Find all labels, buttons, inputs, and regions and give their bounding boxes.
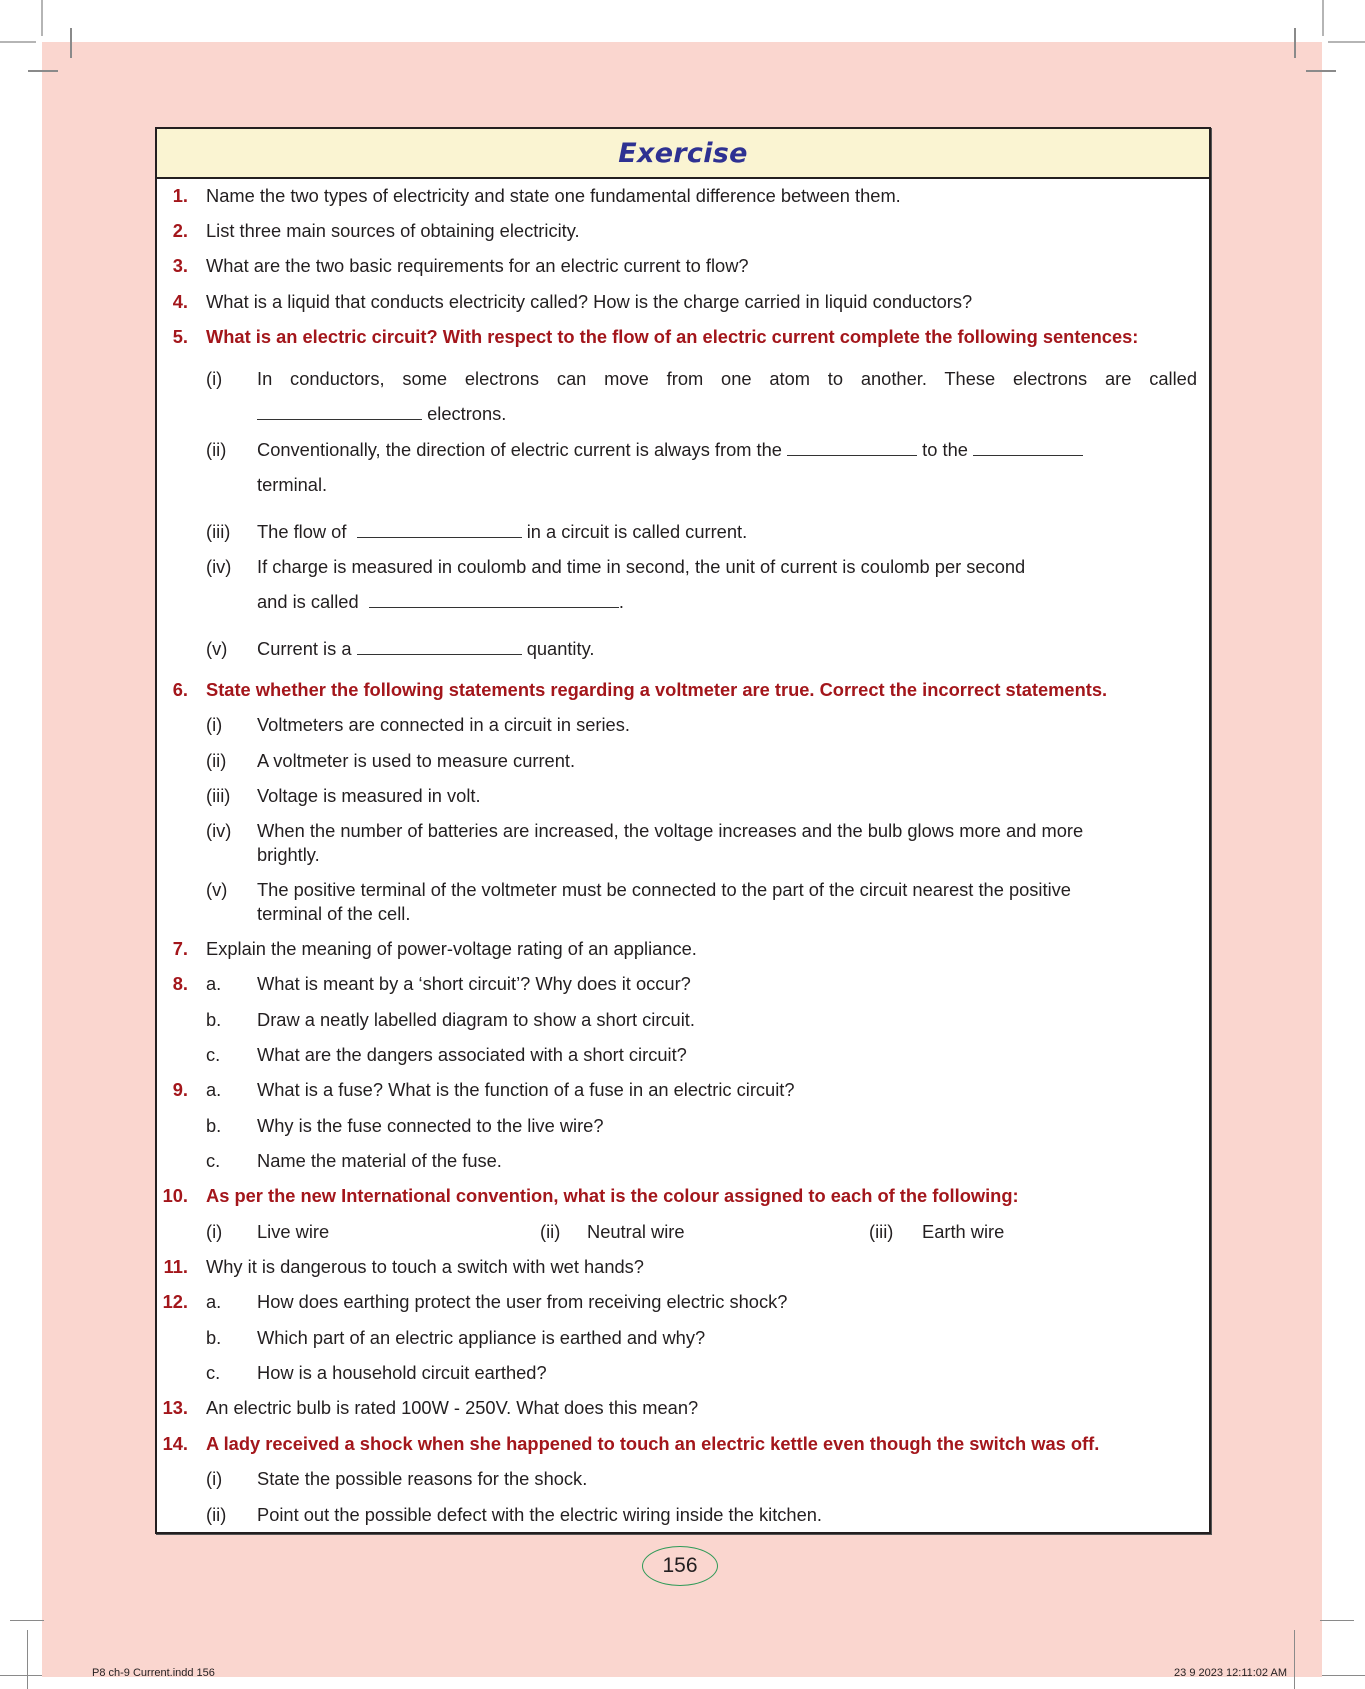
part-text: Draw a neatly labelled diagram to show a short circuit. [257,1009,695,1030]
exercise-title: Exercise [618,138,748,169]
part-label: b. [206,1115,222,1136]
question-number: 8. [172,973,188,994]
part-label: (ii) [206,1504,227,1525]
question-text: As per the new International convention, what is the colour assigned to each of the following: [206,1185,1019,1206]
crop-mark [28,70,58,72]
part-label: (ii) [540,1221,561,1242]
crop-mark [1322,1675,1365,1676]
part-label: (i) [206,1468,223,1489]
question-number: 6. [172,679,188,700]
crop-mark [0,41,36,43]
part-label: a. [206,973,222,994]
crop-mark [1306,70,1336,72]
part-text: What is meant by a ‘short circuit’? Why does it occur? [257,973,691,994]
part-text: Point out the possible defect with the electric wiring inside the kitchen. [257,1504,822,1525]
part-label: (i) [206,714,223,735]
question-number: 11. [163,1256,188,1277]
part-text: When the number of batteries are increased, the voltage increases and the bulb glows more and more [257,820,1084,841]
part-text-line2: and is called . [257,591,624,612]
question-text: An electric bulb is rated 100W - 250V. What does this mean? [206,1397,699,1418]
question-text: A lady received a shock when she happened to touch an electric kettle even though the switch was off. [206,1433,1100,1454]
slug-timestamp: 23 9 2023 12:11:02 AM [1174,1667,1287,1679]
crop-mark [41,0,43,36]
question-number: 5. [172,326,188,347]
part-label: (ii) [206,439,227,460]
crop-mark [10,1620,44,1621]
page-number-badge: 156 [642,1546,718,1586]
crop-mark [0,1675,42,1676]
question-text: Explain the meaning of power-voltage rating of an appliance. [206,938,697,959]
part-text-line2: brightly. [257,844,320,865]
part-text: What are the dangers associated with a short circuit? [257,1044,687,1065]
part-text: In conductors, some electrons can move from one atom to another. These electrons are called [257,368,1197,389]
part-label: (v) [206,879,228,900]
part-label: a. [206,1079,222,1100]
crop-mark [1294,1630,1295,1689]
part-text: Voltage is measured in volt. [257,785,481,806]
part-label: (iii) [206,785,231,806]
question-text: What are the two basic requirements for an electric current to flow? [206,255,749,276]
part-text: Neutral wire [587,1221,685,1242]
part-label: b. [206,1327,222,1348]
question-text: What is an electric circuit? With respect to the flow of an electric current complete the following sentences: [206,326,1139,347]
exercise-header [157,129,1209,179]
exercise-box [155,127,1211,1534]
fill-blank[interactable] [357,640,522,655]
crop-mark [1328,41,1365,43]
question-text: Name the two types of electricity and state one fundamental difference between them. [206,185,901,206]
fill-blank[interactable] [787,441,917,456]
part-text: What is a fuse? What is the function of a fuse in an electric circuit? [257,1079,795,1100]
crop-mark [27,1630,28,1689]
fill-blank[interactable] [357,523,522,538]
crop-mark [1294,28,1296,58]
part-text: State the possible reasons for the shock. [257,1468,588,1489]
part-text: If charge is measured in coulomb and time in second, the unit of current is coulomb per second [257,556,1026,577]
question-text: List three main sources of obtaining electricity. [206,220,580,241]
question-number: 3. [172,255,188,276]
question-number: 10. [162,1185,188,1206]
part-label: (ii) [206,750,227,771]
question-number: 9. [172,1079,188,1100]
part-label: (iv) [206,820,232,841]
part-text-line2: terminal of the cell. [257,903,411,924]
part-label: (iii) [869,1221,894,1242]
part-text: Current is a quantity. [257,638,595,659]
part-label: c. [206,1044,221,1065]
crop-mark [1322,0,1324,36]
question-number: 2. [172,220,188,241]
part-text-line2: terminal. [257,474,328,495]
question-number: 1. [172,185,188,206]
part-label: (i) [206,1221,223,1242]
crop-mark [1320,1620,1354,1621]
part-text: Live wire [257,1221,330,1242]
part-text: Voltmeters are connected in a circuit in series. [257,714,630,735]
part-text: The flow of in a circuit is called current. [257,521,748,542]
crop-mark [70,28,72,58]
part-text: A voltmeter is used to measure current. [257,750,576,771]
part-label: b. [206,1009,222,1030]
part-text-line2: electrons. [257,403,506,425]
question-number: 13. [162,1397,188,1418]
question-number: 7. [172,938,188,959]
part-label: (v) [206,638,228,659]
question-number: 12. [162,1291,188,1312]
question-text: What is a liquid that conducts electricity called? How is the charge carried in liquid conductors? [206,291,973,312]
slug-file-info: P8 ch-9 Current.indd 156 [92,1667,215,1679]
part-text: Earth wire [922,1221,1005,1242]
question-number: 14. [162,1433,188,1454]
part-label: (iii) [206,521,231,542]
part-label: (iv) [206,556,232,577]
part-text: How does earthing protect the user from receiving electric shock? [257,1291,788,1312]
part-text: How is a household circuit earthed? [257,1362,547,1383]
question-text: State whether the following statements regarding a voltmeter are true. Correct the incorrect statements. [206,679,1108,700]
part-label: c. [206,1150,221,1171]
part-text: Conventionally, the direction of electric current is always from the to the [257,439,1083,461]
question-text: Why it is dangerous to touch a switch with wet hands? [206,1256,644,1277]
fill-blank[interactable] [257,405,422,420]
part-label: a. [206,1291,222,1312]
fill-blank[interactable] [973,441,1083,456]
fill-blank[interactable] [369,593,619,608]
part-text: Why is the fuse connected to the live wire? [257,1115,604,1136]
part-text: Which part of an electric appliance is earthed and why? [257,1327,706,1348]
part-text: The positive terminal of the voltmeter must be connected to the part of the circuit nearest the positive [257,879,1071,900]
part-label: (i) [206,368,223,389]
part-text: Name the material of the fuse. [257,1150,502,1171]
question-number: 4. [172,291,188,312]
part-label: c. [206,1362,221,1383]
